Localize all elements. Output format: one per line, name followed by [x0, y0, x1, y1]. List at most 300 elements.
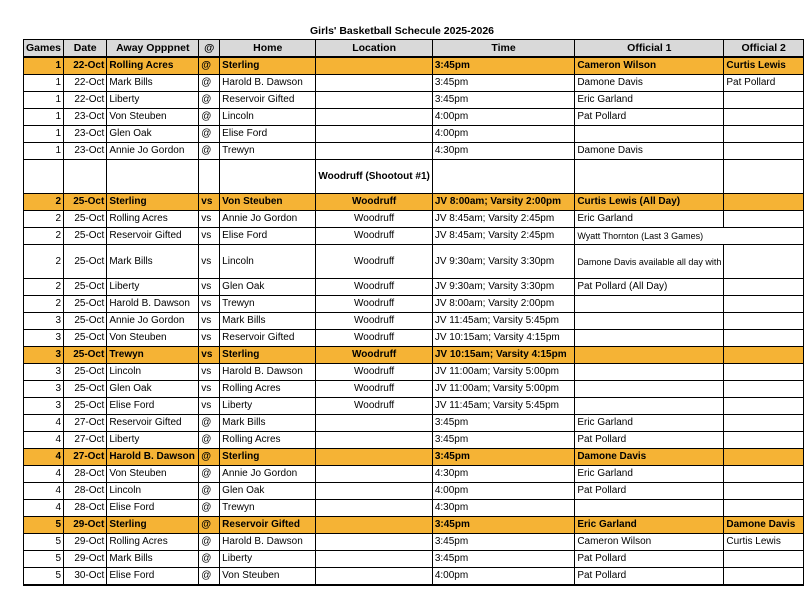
cell-official-2: Pat Pollard — [724, 75, 804, 92]
cell-location: Woodruff — [316, 347, 432, 364]
cell-home: Rolling Acres — [220, 381, 316, 398]
cell-time: 4:00pm — [432, 568, 574, 586]
table-row — [24, 381, 804, 398]
cell-date: 28-Oct — [64, 466, 107, 483]
cell-official-2 — [724, 364, 804, 381]
cell-at: @ — [199, 534, 220, 551]
cell-official-2 — [724, 347, 804, 364]
cell-official-2 — [724, 313, 804, 330]
cell-official-2 — [724, 398, 804, 415]
header-row — [24, 40, 804, 58]
cell-date: 25-Oct — [64, 194, 107, 211]
cell-home: Glen Oak — [220, 483, 316, 500]
cell-time: JV 8:00am; Varsity 2:00pm — [432, 194, 574, 211]
cell-official-2: Curtis Lewis — [724, 534, 804, 551]
cell-time: JV 8:45am; Varsity 2:45pm — [432, 228, 574, 245]
cell-official-1: Cameron Wilson — [575, 534, 724, 551]
cell-official-2 — [724, 279, 804, 296]
cell-away: Elise Ford — [107, 568, 199, 586]
cell-date: 25-Oct — [64, 330, 107, 347]
cell-official-1 — [575, 313, 724, 330]
cell-location — [316, 57, 432, 75]
cell-time: 3:45pm — [432, 517, 574, 534]
cell-games: 4 — [24, 432, 64, 449]
cell-date: 23-Oct — [64, 143, 107, 160]
cell-date: 29-Oct — [64, 551, 107, 568]
cell-home: Liberty — [220, 398, 316, 415]
cell-at: vs — [199, 398, 220, 415]
cell-official-2 — [724, 194, 804, 211]
cell-date: 25-Oct — [64, 296, 107, 313]
cell-at: vs — [199, 194, 220, 211]
cell-games: 3 — [24, 381, 64, 398]
cell-official-2 — [724, 483, 804, 500]
cell-official-1 — [575, 500, 724, 517]
cell-time: 4:30pm — [432, 143, 574, 160]
cell-official-1: Eric Garland — [575, 415, 724, 432]
table-row — [24, 466, 804, 483]
cell-home: Rolling Acres — [220, 432, 316, 449]
cell-date: 23-Oct — [64, 109, 107, 126]
cell-location — [316, 568, 432, 586]
cell-official-2 — [724, 296, 804, 313]
cell-home: Elise Ford — [220, 126, 316, 143]
table-row — [24, 483, 804, 500]
cell-official-2 — [724, 126, 804, 143]
cell-date: 25-Oct — [64, 279, 107, 296]
cell-official-1 — [575, 347, 724, 364]
cell-at: @ — [199, 568, 220, 586]
cell-home: Lincoln — [220, 109, 316, 126]
cell-at: @ — [199, 449, 220, 466]
cell-location — [316, 517, 432, 534]
cell-time: 3:45pm — [432, 415, 574, 432]
cell-official-1: Eric Garland — [575, 92, 724, 109]
cell-away: Von Steuben — [107, 109, 199, 126]
cell-away: Reservoir Gifted — [107, 228, 199, 245]
cell-games: 5 — [24, 551, 64, 568]
cell-home: Mark Bills — [220, 313, 316, 330]
cell-location: Woodruff — [316, 211, 432, 228]
cell-at: vs — [199, 245, 220, 279]
cell-games: 1 — [24, 109, 64, 126]
cell-official-1: Pat Pollard (All Day) — [575, 279, 724, 296]
cell-official-1: Damone Davis available all day with — [575, 245, 724, 279]
cell-location — [316, 483, 432, 500]
cell-home: Harold B. Dawson — [220, 534, 316, 551]
cell-away: Sterling — [107, 194, 199, 211]
cell-home: Glen Oak — [220, 279, 316, 296]
table-row — [24, 449, 804, 466]
table-row — [24, 500, 804, 517]
cell-games: 4 — [24, 449, 64, 466]
cell-location — [316, 143, 432, 160]
table-row — [24, 330, 804, 347]
table-row — [24, 398, 804, 415]
cell-games: 3 — [24, 364, 64, 381]
cell-games: 4 — [24, 483, 64, 500]
cell-away: Sterling — [107, 517, 199, 534]
cell-location — [316, 449, 432, 466]
cell-home: Reservoir Gifted — [220, 517, 316, 534]
cell-official-2 — [724, 330, 804, 347]
cell-official-1 — [575, 160, 724, 194]
table-row — [24, 296, 804, 313]
table-row — [24, 211, 804, 228]
table-row — [24, 143, 804, 160]
cell-at: vs — [199, 347, 220, 364]
cell-location: Woodruff — [316, 398, 432, 415]
table-row — [24, 160, 804, 194]
cell-home: Von Steuben — [220, 194, 316, 211]
cell-location: Woodruff — [316, 364, 432, 381]
cell-date: 28-Oct — [64, 500, 107, 517]
cell-at: @ — [199, 126, 220, 143]
cell-official-2 — [724, 551, 804, 568]
table-row — [24, 57, 804, 75]
cell-location: Woodruff — [316, 381, 432, 398]
cell-time: JV 10:15am; Varsity 4:15pm — [432, 347, 574, 364]
cell-time: JV 11:00am; Varsity 5:00pm — [432, 381, 574, 398]
table-row — [24, 313, 804, 330]
table-row — [24, 568, 804, 586]
cell-home: Trewyn — [220, 500, 316, 517]
cell-at: vs — [199, 211, 220, 228]
cell-location: Woodruff (Shootout #1) — [316, 160, 432, 194]
cell-away: Lincoln — [107, 364, 199, 381]
cell-away: Glen Oak — [107, 381, 199, 398]
cell-home: Sterling — [220, 57, 316, 75]
cell-away: Rolling Acres — [107, 57, 199, 75]
cell-official-1: Eric Garland — [575, 466, 724, 483]
cell-date: 25-Oct — [64, 228, 107, 245]
cell-time: JV 8:45am; Varsity 2:45pm — [432, 211, 574, 228]
cell-at: vs — [199, 381, 220, 398]
cell-time: JV 9:30am; Varsity 3:30pm — [432, 279, 574, 296]
cell-games: 5 — [24, 517, 64, 534]
cell-location: Woodruff — [316, 245, 432, 279]
cell-official-1: Wyatt Thornton (Last 3 Games) — [575, 228, 804, 245]
cell-location — [316, 92, 432, 109]
cell-time: 3:45pm — [432, 551, 574, 568]
cell-away: Liberty — [107, 279, 199, 296]
cell-at: @ — [199, 551, 220, 568]
col-header-location: Location — [316, 40, 432, 58]
cell-time: JV 11:00am; Varsity 5:00pm — [432, 364, 574, 381]
cell-official-2 — [724, 211, 804, 228]
cell-location — [316, 500, 432, 517]
cell-at: vs — [199, 330, 220, 347]
cell-home: Liberty — [220, 551, 316, 568]
cell-games: 2 — [24, 245, 64, 279]
cell-away: Rolling Acres — [107, 211, 199, 228]
cell-official-1: Pat Pollard — [575, 109, 724, 126]
cell-official-1 — [575, 364, 724, 381]
cell-games: 1 — [24, 57, 64, 75]
cell-location — [316, 551, 432, 568]
cell-official-1: Pat Pollard — [575, 483, 724, 500]
cell-official-1: Eric Garland — [575, 517, 724, 534]
cell-time: 3:45pm — [432, 57, 574, 75]
cell-location: Woodruff — [316, 330, 432, 347]
cell-official-1 — [575, 126, 724, 143]
cell-location — [316, 432, 432, 449]
col-header-games: Games — [24, 40, 64, 58]
cell-games: 3 — [24, 313, 64, 330]
cell-date: 25-Oct — [64, 381, 107, 398]
cell-official-1: Damone Davis — [575, 75, 724, 92]
cell-games: 3 — [24, 398, 64, 415]
cell-official-1: Damone Davis — [575, 449, 724, 466]
cell-date: 22-Oct — [64, 75, 107, 92]
cell-official-1: Eric Garland — [575, 211, 724, 228]
cell-games: 5 — [24, 534, 64, 551]
cell-away: Mark Bills — [107, 551, 199, 568]
cell-official-2 — [724, 449, 804, 466]
cell-games: 4 — [24, 500, 64, 517]
cell-away: Mark Bills — [107, 245, 199, 279]
cell-away: Glen Oak — [107, 126, 199, 143]
cell-home: Elise Ford — [220, 228, 316, 245]
cell-date: 25-Oct — [64, 211, 107, 228]
cell-at: vs — [199, 279, 220, 296]
cell-games: 4 — [24, 466, 64, 483]
cell-games: 2 — [24, 211, 64, 228]
cell-home: Reservoir Gifted — [220, 330, 316, 347]
cell-location: Woodruff — [316, 313, 432, 330]
cell-location — [316, 126, 432, 143]
table-row — [24, 534, 804, 551]
table-row — [24, 126, 804, 143]
cell-date: 25-Oct — [64, 398, 107, 415]
cell-time: 3:45pm — [432, 75, 574, 92]
cell-games: 1 — [24, 143, 64, 160]
cell-official-2 — [724, 109, 804, 126]
cell-at: @ — [199, 432, 220, 449]
cell-official-2: Damone Davis — [724, 517, 804, 534]
schedule-table — [23, 39, 804, 586]
schedule-body — [24, 57, 804, 585]
cell-away: Mark Bills — [107, 75, 199, 92]
cell-home: Reservoir Gifted — [220, 92, 316, 109]
cell-official-1 — [575, 330, 724, 347]
cell-location: Woodruff — [316, 228, 432, 245]
cell-away: Annie Jo Gordon — [107, 313, 199, 330]
cell-away: Liberty — [107, 432, 199, 449]
table-row — [24, 517, 804, 534]
cell-official-1: Damone Davis — [575, 143, 724, 160]
table-row — [24, 279, 804, 296]
cell-at: @ — [199, 57, 220, 75]
cell-official-2: Curtis Lewis — [724, 57, 804, 75]
cell-official-1 — [575, 296, 724, 313]
cell-away: Von Steuben — [107, 330, 199, 347]
cell-games: 5 — [24, 568, 64, 586]
cell-time: 3:45pm — [432, 92, 574, 109]
cell-home: Harold B. Dawson — [220, 364, 316, 381]
cell-official-1: Pat Pollard — [575, 551, 724, 568]
cell-away: Liberty — [107, 92, 199, 109]
cell-at: @ — [199, 75, 220, 92]
cell-date: 22-Oct — [64, 92, 107, 109]
cell-time: JV 8:00am; Varsity 2:00pm — [432, 296, 574, 313]
cell-at: @ — [199, 483, 220, 500]
cell-date: 25-Oct — [64, 313, 107, 330]
cell-date: 30-Oct — [64, 568, 107, 586]
cell-official-2 — [724, 415, 804, 432]
table-row — [24, 432, 804, 449]
cell-at: vs — [199, 364, 220, 381]
table-row — [24, 194, 804, 211]
cell-date: 25-Oct — [64, 347, 107, 364]
cell-date: 28-Oct — [64, 483, 107, 500]
cell-games: 3 — [24, 330, 64, 347]
cell-time: JV 11:45am; Varsity 5:45pm — [432, 313, 574, 330]
cell-home — [220, 160, 316, 194]
cell-location — [316, 75, 432, 92]
col-header-home: Home — [220, 40, 316, 58]
cell-at: vs — [199, 228, 220, 245]
cell-official-1: Cameron Wilson — [575, 57, 724, 75]
cell-date: 25-Oct — [64, 245, 107, 279]
cell-time: 4:00pm — [432, 109, 574, 126]
cell-games: 3 — [24, 347, 64, 364]
table-row — [24, 92, 804, 109]
cell-away: Rolling Acres — [107, 534, 199, 551]
cell-time: 3:45pm — [432, 534, 574, 551]
cell-date: 23-Oct — [64, 126, 107, 143]
table-row — [24, 364, 804, 381]
cell-time: 3:45pm — [432, 449, 574, 466]
cell-home: Lincoln — [220, 245, 316, 279]
cell-location — [316, 415, 432, 432]
cell-time — [432, 160, 574, 194]
cell-date: 27-Oct — [64, 449, 107, 466]
cell-date: 22-Oct — [64, 57, 107, 75]
cell-games: 2 — [24, 296, 64, 313]
cell-away: Annie Jo Gordon — [107, 143, 199, 160]
cell-official-2 — [724, 381, 804, 398]
cell-home: Trewyn — [220, 296, 316, 313]
cell-date: 29-Oct — [64, 534, 107, 551]
cell-date: 29-Oct — [64, 517, 107, 534]
cell-time: 3:45pm — [432, 432, 574, 449]
table-row — [24, 109, 804, 126]
table-row — [24, 551, 804, 568]
cell-location — [316, 534, 432, 551]
col-header-date: Date — [64, 40, 107, 58]
cell-date: 27-Oct — [64, 415, 107, 432]
cell-at: @ — [199, 92, 220, 109]
cell-games — [24, 160, 64, 194]
cell-away: Harold B. Dawson — [107, 449, 199, 466]
cell-home: Annie Jo Gordon — [220, 466, 316, 483]
cell-away: Reservoir Gifted — [107, 415, 199, 432]
cell-away: Trewyn — [107, 347, 199, 364]
cell-time: JV 11:45am; Varsity 5:45pm — [432, 398, 574, 415]
col-header-official-2: Official 2 — [724, 40, 804, 58]
cell-at: @ — [199, 500, 220, 517]
cell-home: Von Steuben — [220, 568, 316, 586]
cell-games: 1 — [24, 92, 64, 109]
col-header-official-1: Official 1 — [575, 40, 724, 58]
cell-location: Woodruff — [316, 296, 432, 313]
cell-date — [64, 160, 107, 194]
cell-official-2 — [724, 92, 804, 109]
table-row — [24, 347, 804, 364]
cell-home: Annie Jo Gordon — [220, 211, 316, 228]
cell-time: 4:00pm — [432, 483, 574, 500]
cell-at: vs — [199, 313, 220, 330]
cell-games: 4 — [24, 415, 64, 432]
cell-official-1 — [575, 381, 724, 398]
cell-games: 1 — [24, 126, 64, 143]
cell-at: vs — [199, 296, 220, 313]
cell-official-2 — [724, 160, 804, 194]
cell-away — [107, 160, 199, 194]
cell-official-1 — [575, 398, 724, 415]
cell-time: JV 10:15am; Varsity 4:15pm — [432, 330, 574, 347]
cell-location: Woodruff — [316, 194, 432, 211]
cell-home: Sterling — [220, 449, 316, 466]
cell-home: Sterling — [220, 347, 316, 364]
cell-at: @ — [199, 143, 220, 160]
cell-at: @ — [199, 415, 220, 432]
cell-home: Harold B. Dawson — [220, 75, 316, 92]
schedule-title: Girls' Basketball Schecule 2025-2026 — [309, 25, 495, 37]
cell-away: Lincoln — [107, 483, 199, 500]
cell-date: 25-Oct — [64, 364, 107, 381]
cell-location — [316, 466, 432, 483]
cell-away: Harold B. Dawson — [107, 296, 199, 313]
cell-away: Von Steuben — [107, 466, 199, 483]
cell-at: @ — [199, 109, 220, 126]
cell-official-2 — [724, 245, 804, 279]
cell-time: 4:30pm — [432, 500, 574, 517]
cell-location — [316, 109, 432, 126]
cell-time: 4:00pm — [432, 126, 574, 143]
cell-date: 27-Oct — [64, 432, 107, 449]
col-header-away: Away Opppnet — [107, 40, 199, 58]
cell-official-1: Curtis Lewis (All Day) — [575, 194, 724, 211]
cell-official-2 — [724, 143, 804, 160]
cell-official-2 — [724, 500, 804, 517]
cell-time: JV 9:30am; Varsity 3:30pm — [432, 245, 574, 279]
cell-at: @ — [199, 466, 220, 483]
table-row — [24, 415, 804, 432]
table-row — [24, 228, 804, 245]
cell-away: Elise Ford — [107, 398, 199, 415]
cell-games: 2 — [24, 279, 64, 296]
cell-games: 1 — [24, 75, 64, 92]
cell-time: 4:30pm — [432, 466, 574, 483]
cell-games: 2 — [24, 194, 64, 211]
cell-official-1: Pat Pollard — [575, 432, 724, 449]
cell-at — [199, 160, 220, 194]
table-row — [24, 245, 804, 279]
col-header-at: @ — [199, 40, 220, 58]
cell-home: Trewyn — [220, 143, 316, 160]
cell-at: @ — [199, 517, 220, 534]
cell-official-2 — [724, 432, 804, 449]
cell-official-2 — [724, 466, 804, 483]
table-row — [24, 75, 804, 92]
cell-away: Elise Ford — [107, 500, 199, 517]
cell-official-2 — [724, 568, 804, 586]
cell-official-1: Pat Pollard — [575, 568, 724, 586]
cell-home: Mark Bills — [220, 415, 316, 432]
cell-location: Woodruff — [316, 279, 432, 296]
